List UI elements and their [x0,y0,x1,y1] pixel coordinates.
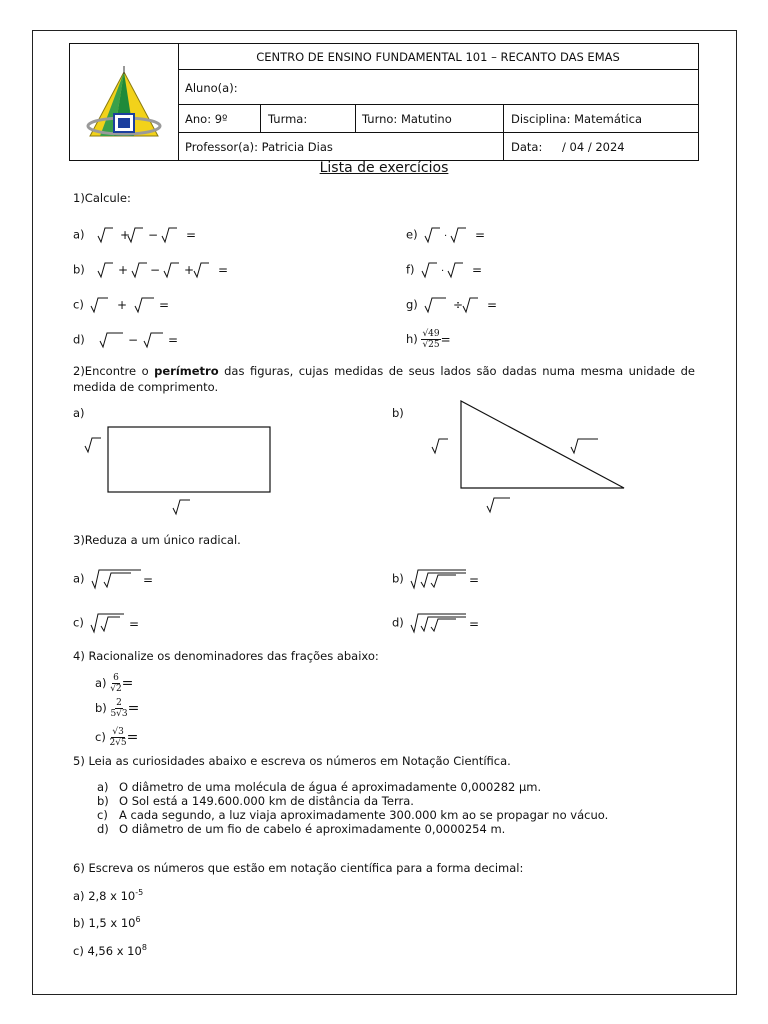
q2-bold-word: perímetro [154,364,219,378]
teacher-label: Professor(a): Patricia Dias [185,140,333,154]
q6-heading: 6) Escreva os números que estão em notação científica para a forma decimal: [73,861,524,875]
triangle-figure [428,395,638,525]
q6-item-a: a) 2,8 x $10^{-5}$ [73,888,144,903]
svg-text:=: = [159,298,170,312]
list-item: c) A cada segundo, a luz viaja aproximadamente 300.000 km ao se propagar no vácuo. [97,808,609,822]
q2-heading: 2)Encontre o perímetro das figuras, cujas medidas de seus lados são dadas numa mesma unidade de medida de comprimento. [73,364,695,394]
shift-label: Turno: Matutino [362,112,452,126]
fraction-numerator: √49 [422,329,440,339]
radical-expression-icon [88,261,248,279]
svg-text:=: = [475,228,486,242]
svg-text:=: = [218,263,229,277]
logo-cell [70,44,179,160]
radical-expression-icon [87,296,187,314]
svg-text:=: = [143,573,154,587]
radical-expression-icon [421,296,511,314]
q1-h-label: h) [406,332,418,346]
year-label: Ano: 9º [185,112,228,126]
svg-text:÷: ÷ [453,298,464,312]
q6-item-c: c) 4,56 x $10^8$ [73,943,147,958]
q4-heading: 4) Racionalize os denominadores das frações abaixo: [73,649,379,663]
radical-expression-icon [421,226,501,244]
q1-item-h: h) $\frac{√49}{√25}$ = [406,329,451,350]
radical-expression-icon [88,226,208,244]
q4-item-b: b) $\frac{2}{5√3}$ = [95,698,140,719]
q1-c-label: c) [73,297,84,312]
nested-radical-icon [407,568,487,590]
q2-a-label: a) [73,406,85,420]
svg-text:·: · [444,231,448,242]
radical-expression-icon [88,331,198,349]
q1-item-c [73,296,187,314]
q3-item-a: a) = [73,568,158,590]
svg-text:=: = [487,298,498,312]
nested-radical-icon [87,612,147,634]
school-logo-icon [70,44,178,160]
q3-heading: 3)Reduza a um único radical. [73,533,241,547]
fraction: $\frac{6}{√2}$ [110,673,122,694]
fraction-denominator: √25 [422,340,440,350]
svg-text:=: = [469,573,480,587]
svg-text:+: + [118,263,129,277]
q1-e-label: e) [406,227,418,242]
svg-text:+: + [120,228,131,242]
q5-heading: 5) Leia as curiosidades abaixo e escreva os números em Notação Científica. [73,754,511,768]
svg-text:−: − [150,263,161,277]
q1-heading: 1)Calcule: [73,191,131,205]
class-label: Turma: [268,112,308,126]
svg-text:·: · [441,266,445,277]
q1-item-e [406,226,501,244]
svg-text:=: = [186,228,197,242]
q1-g-label: g) [406,297,418,312]
q3-item-d: d) = [392,612,487,634]
list-item: d) O diâmetro de um fio de cabelo é aproximadamente 0,0000254 m. [97,822,506,836]
header-table [69,43,699,161]
q4-item-a: a) $\frac{6}{√2}$ = [95,673,134,694]
q1-f-label: f) [406,262,415,277]
q1-d-label: d) [73,332,85,347]
date-value: / 04 / 2024 [562,140,625,154]
fraction: $\frac{2}{5√3}$ [110,698,128,719]
svg-text:=: = [472,263,483,277]
school-name: CENTRO DE ENSINO FUNDAMENTAL 101 – RECANTO DAS EMAS [256,50,620,64]
q2-b-label: b) [392,406,404,420]
list-item: a) O diâmetro de uma molécula de água é aproximadamente 0,000282 µm. [97,780,542,794]
subject-label: Disciplina: Matemática [511,112,642,126]
svg-text:=: = [469,617,480,631]
q1-item-f [406,261,498,279]
svg-text:+: + [184,263,195,277]
q1-a-label: a) [73,227,85,242]
q1-b-label: b) [73,262,85,277]
q1-item-b [73,261,248,279]
q5-list [97,780,608,836]
fraction: $\frac{√3}{2√5}$ [109,727,127,748]
svg-text:=: = [129,617,140,631]
q1-item-a [73,226,208,244]
list-item: b) O Sol está a 149.600.000 km de distância da Terra. [97,794,414,808]
student-label: Aluno(a): [185,81,238,95]
q3-item-b: b) = [392,568,487,590]
radical-expression-icon [418,261,498,279]
nested-radical-icon [88,568,158,590]
rectangle-figure [80,420,280,520]
q6-item-b: b) 1,5 x $10^6$ [73,915,141,930]
q4-item-c: c) $\frac{√3}{2√5}$ = [95,727,139,748]
page-title: Lista de exercícios [319,160,449,176]
svg-text:+: + [117,298,128,312]
date-label: Data: [511,140,543,154]
nested-radical-icon [407,612,487,634]
q1-item-d [73,331,198,349]
fraction [421,329,440,350]
svg-text:−: − [148,228,159,242]
svg-text:−: − [128,333,139,347]
q1-item-g [406,296,511,314]
q3-item-c: c) = [73,612,147,634]
svg-text:=: = [168,333,179,347]
